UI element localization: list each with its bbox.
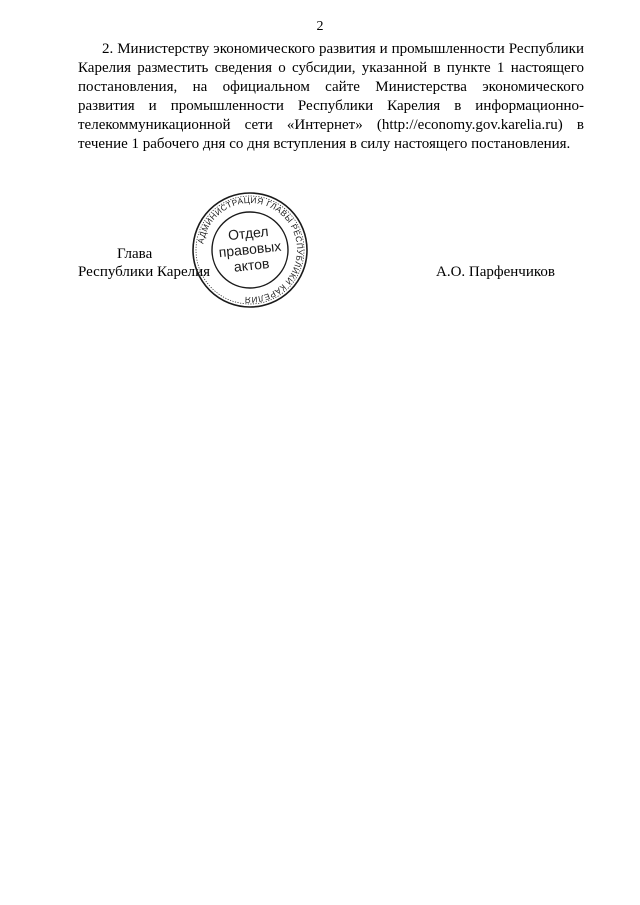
signatory-organization: Республики Карелия [78, 264, 211, 280]
official-stamp [190, 190, 310, 310]
body-paragraph: 2. Министерству экономического развития и промышленности Республики Карелия разместить сведения о субсидии, указанной в пункте 1 настоящего постановления, на официальном сайте Министерства экономического развития и промышленности Республики Карелия в информационно-телекоммуникационной сети «Интернет» (http://economy.gov.karelia.ru) в течение 1 рабочего дня со дня вступления в силу настоящего постановления. [78, 41, 584, 152]
stamp-center-line-3: актов [233, 255, 271, 275]
stamp-center-line-1: Отдел [227, 223, 270, 244]
signatory-title: Глава [117, 246, 153, 262]
stamp-center-line-2: правовых [217, 237, 282, 261]
signatory-name: А.О. Парфенчиков [436, 264, 555, 280]
stamp-ring-textpath: АДМИНИСТРАЦИЯ ГЛАВЫ РЕСПУБЛИКИ КАРЕЛИЯ [195, 194, 306, 306]
stamp-graphic [190, 190, 310, 310]
page-number: 2 [316, 19, 324, 34]
